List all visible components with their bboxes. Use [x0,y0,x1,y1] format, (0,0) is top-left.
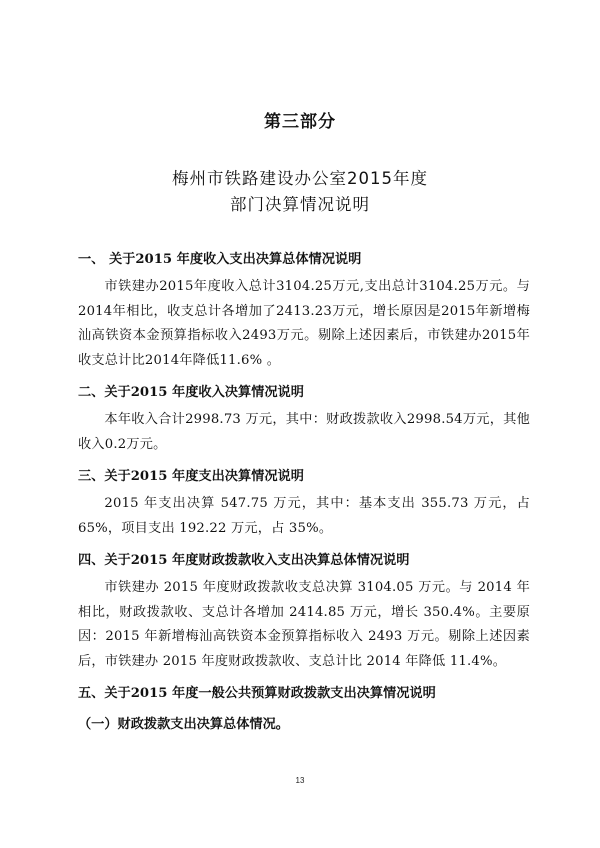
document-title-line-1: 梅州市铁路建设办公室2015年度 [172,169,428,188]
section-heading-2: 二、关于2015 年度收入决算情况说明 [78,385,304,400]
section-heading-3: 三、关于2015 年度支出决算情况说明 [78,469,304,484]
section-subheading-5-1: （一）财政拨款支出决算总体情况。 [78,717,289,732]
section-paragraph-2: 本年收入合计2998.73 万元，其中：财政拨款收入2998.54万元，其他收入0.2万元。 [78,412,530,452]
document-title-line-2: 部门决算情况说明 [230,195,370,214]
section-paragraph-4: 市铁建办 2015 年度财政拨款收支总决算 3104.05 万元。与 2014 年相比，财政拨款收、支总计各增加 2414.85 万元，增长 350.4%。主要原因：2015 年新增梅汕高铁资本金预算指标收入 2493 万元。剔除上述因素后，市铁建办 2015 年度财政拨款收、支总计比 2014 年降低 11.4%。 [78,580,530,669]
page-number: 13 [295,776,305,785]
section-heading-5: 五、关于2015 年度一般公共预算财政拨款支出决算情况说明 [78,686,436,701]
part-title: 第三部分 [264,112,336,132]
document-body [78,244,530,740]
section-paragraph-3: 2015 年支出决算 547.75 万元，其中：基本支出 355.73 万元，占 65%，项目支出 192.22 万元，占 35%。 [78,496,530,536]
section-heading-1: 一、 关于2015 年度收入支出决算总体情况说明 [78,252,362,267]
section-heading-4: 四、关于2015 年度财政拨款收入支出决算总体情况说明 [78,553,410,568]
section-paragraph-1: 市铁建办2015年度收入总计3104.25万元,支出总计3104.25万元。与2014年相比，收支总计各增加了2413.23万元，增长原因是2015年新增梅汕高铁资本金预算指标收入2493万元。剔除上述因素后，市铁建办2015年收支总计比2014年降低11.6% 。 [78,279,530,368]
